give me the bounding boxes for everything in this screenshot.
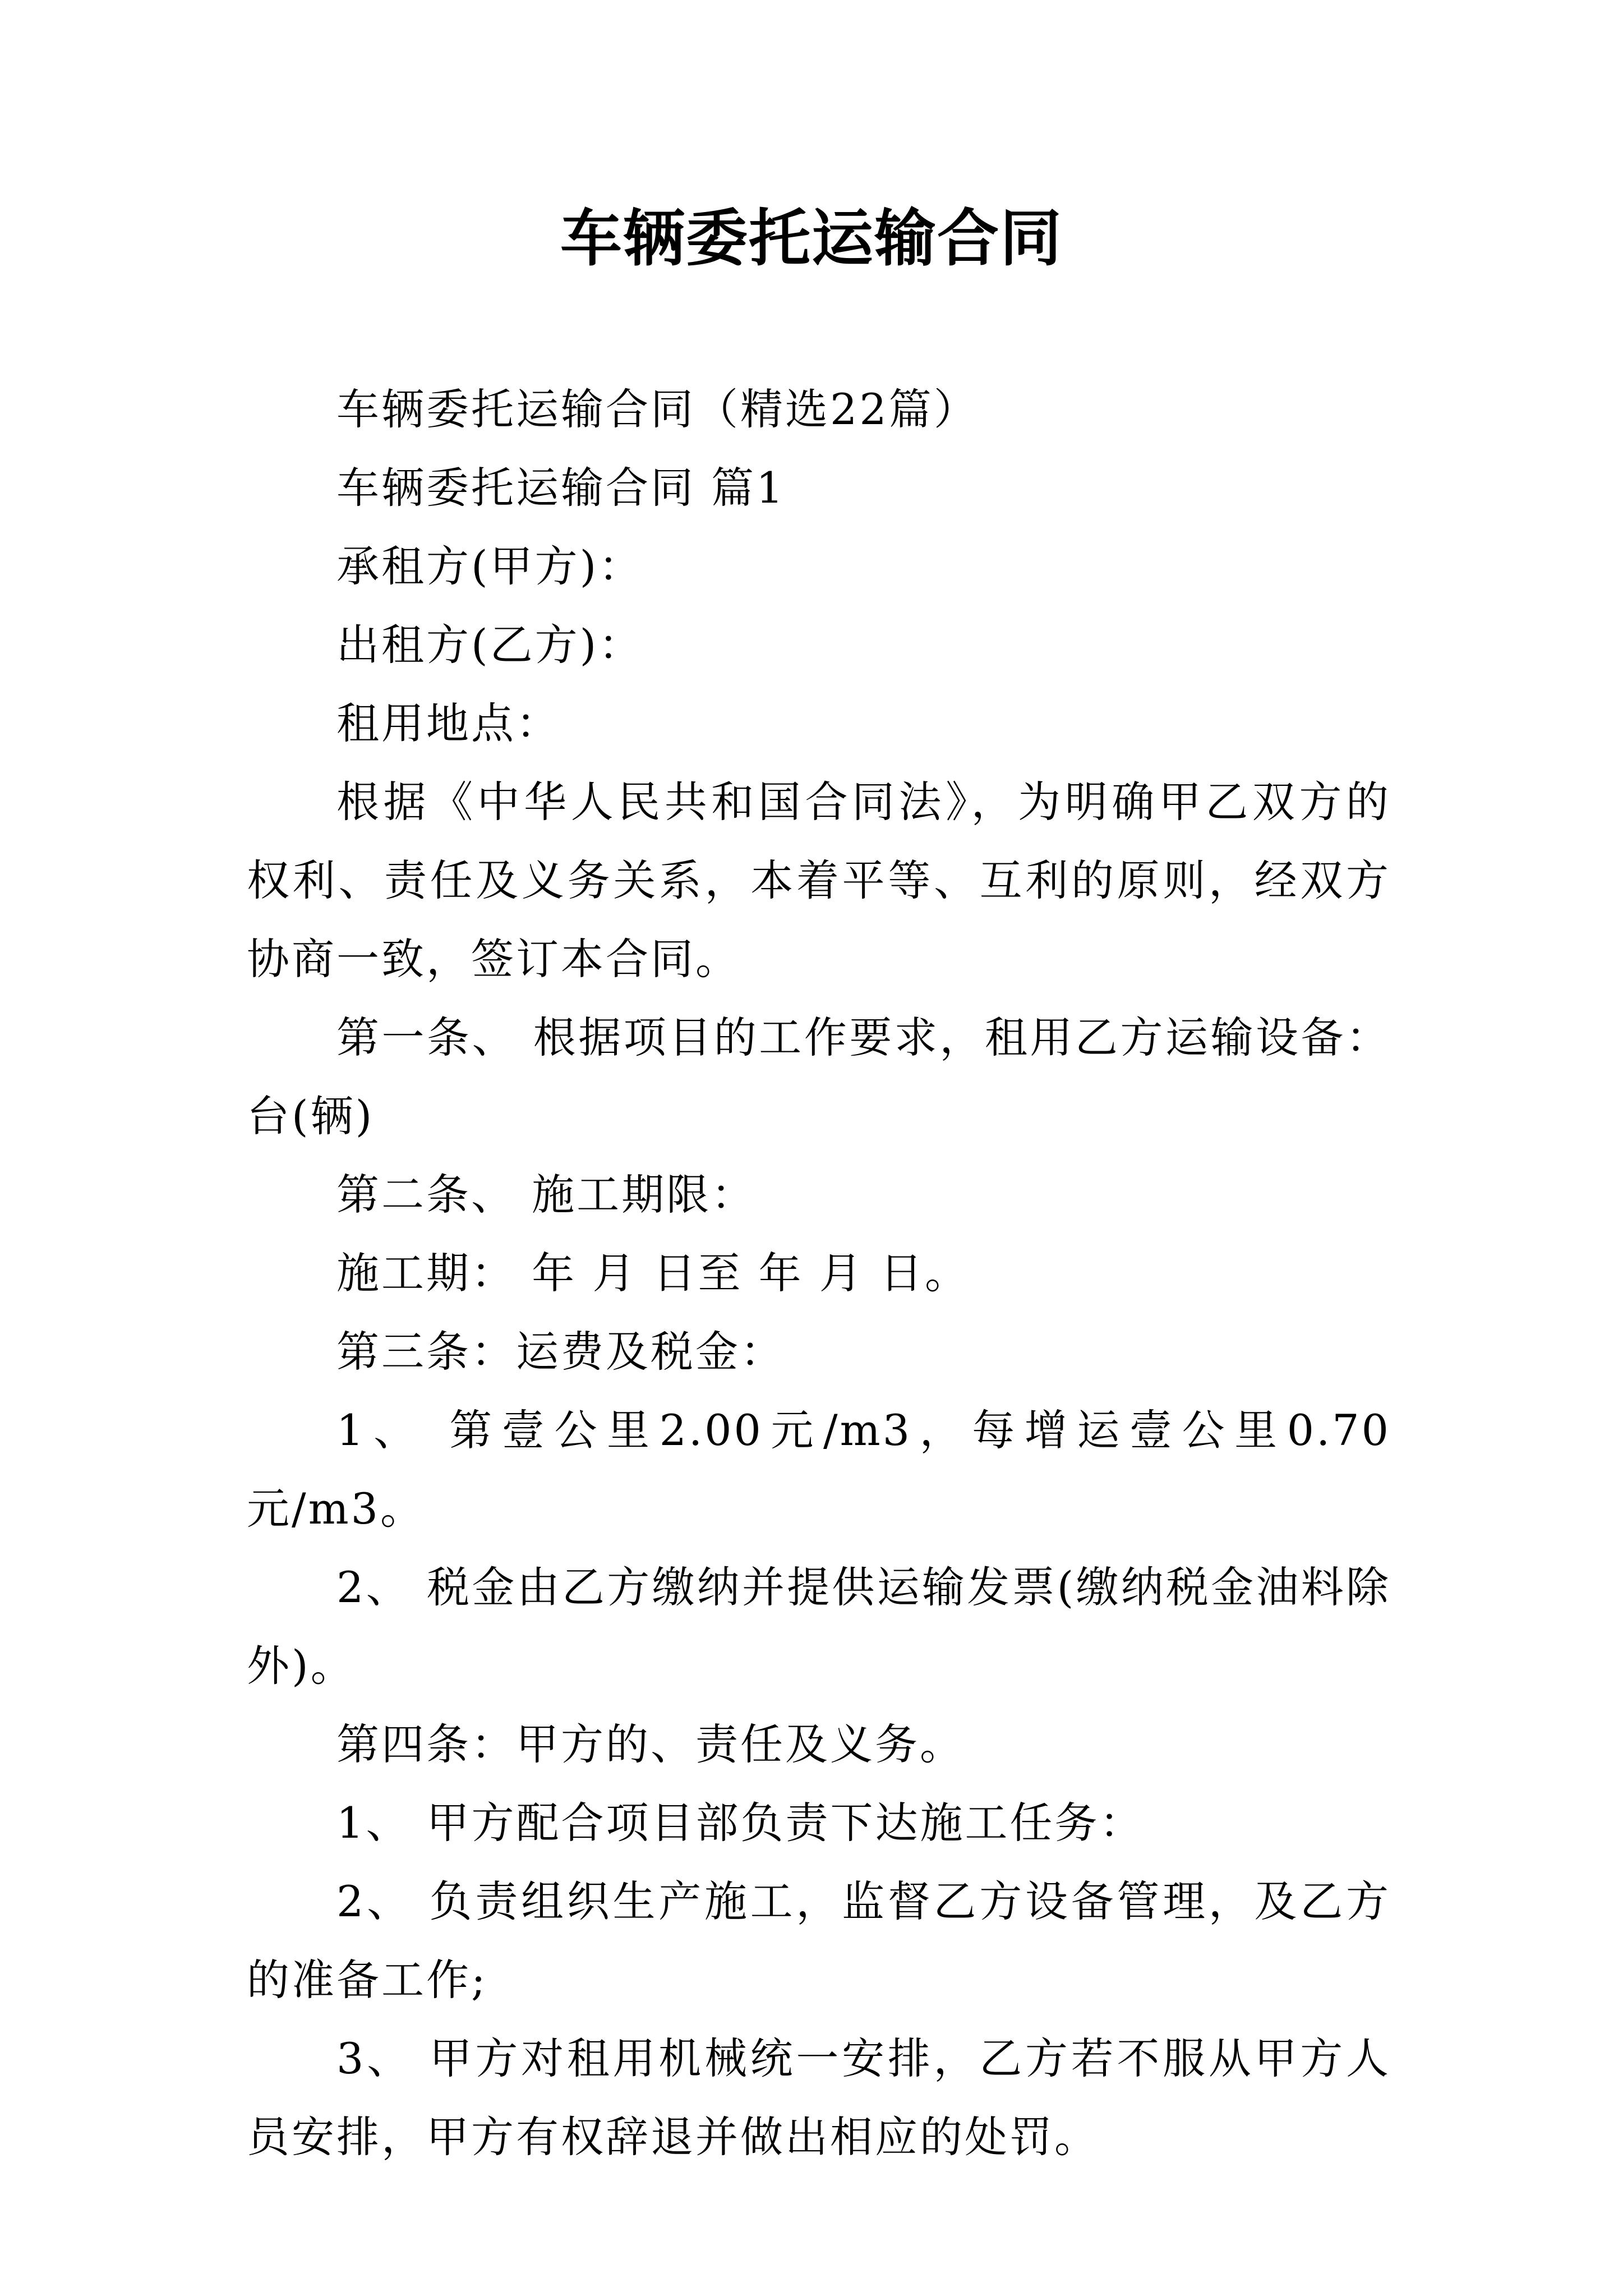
- paragraph-duty-2: 2、 负责组织生产施工，监督乙方设备管理，及乙方的准备工作;: [247, 1876, 1391, 2005]
- paragraph-location: 租用地点：: [336, 698, 561, 748]
- paragraph-article-4: 第四条：甲方的、责任及义务。: [336, 1719, 965, 1769]
- paragraph-duty-3: 3、 甲方对租用机械统一安排，乙方若不服从甲方人员安排，甲方有权辞退并做出相应的处罚。: [247, 2033, 1391, 2162]
- paragraph-lessee: 承租方(甲方)：: [336, 541, 644, 591]
- paragraph-duty-1: 1、 甲方配合项目部负责下达施工任务：: [336, 1798, 1145, 1848]
- paragraph-article-3: 第三条：运费及税金：: [336, 1327, 785, 1377]
- paragraph-tax: 2、 税金由乙方缴纳并提供运输发票(缴纳税金油料除外)。: [247, 1562, 1391, 1691]
- paragraph-construction-period: 施工期： 年 月 日至 年 月 日。: [336, 1248, 970, 1298]
- paragraph-lessor: 出租方(乙方)：: [336, 620, 644, 670]
- document-body: [247, 370, 1391, 2177]
- paragraph-article-2: 第二条、 施工期限：: [336, 1170, 757, 1220]
- paragraph-preamble: 根据《中华人民共和国合同法》，为明确甲乙双方的权利、责任及义务关系，本着平等、互利的原则，经双方协商一致，签订本合同。: [247, 777, 1391, 984]
- paragraph-article-1: 第一条、 根据项目的工作要求，租用乙方运输设备： 台(辆): [247, 1013, 1391, 1141]
- paragraph-subtitle: 车辆委托运输合同（精选22篇）: [336, 384, 979, 434]
- paragraph-chapter-heading: 车辆委托运输合同 篇1: [336, 463, 786, 513]
- document-title: 车辆委托运输合同: [560, 202, 1063, 274]
- paragraph-freight-rate: 1、 第壹公里2.00元/m3，每增运壹公里0.70元/m3。: [247, 1405, 1391, 1534]
